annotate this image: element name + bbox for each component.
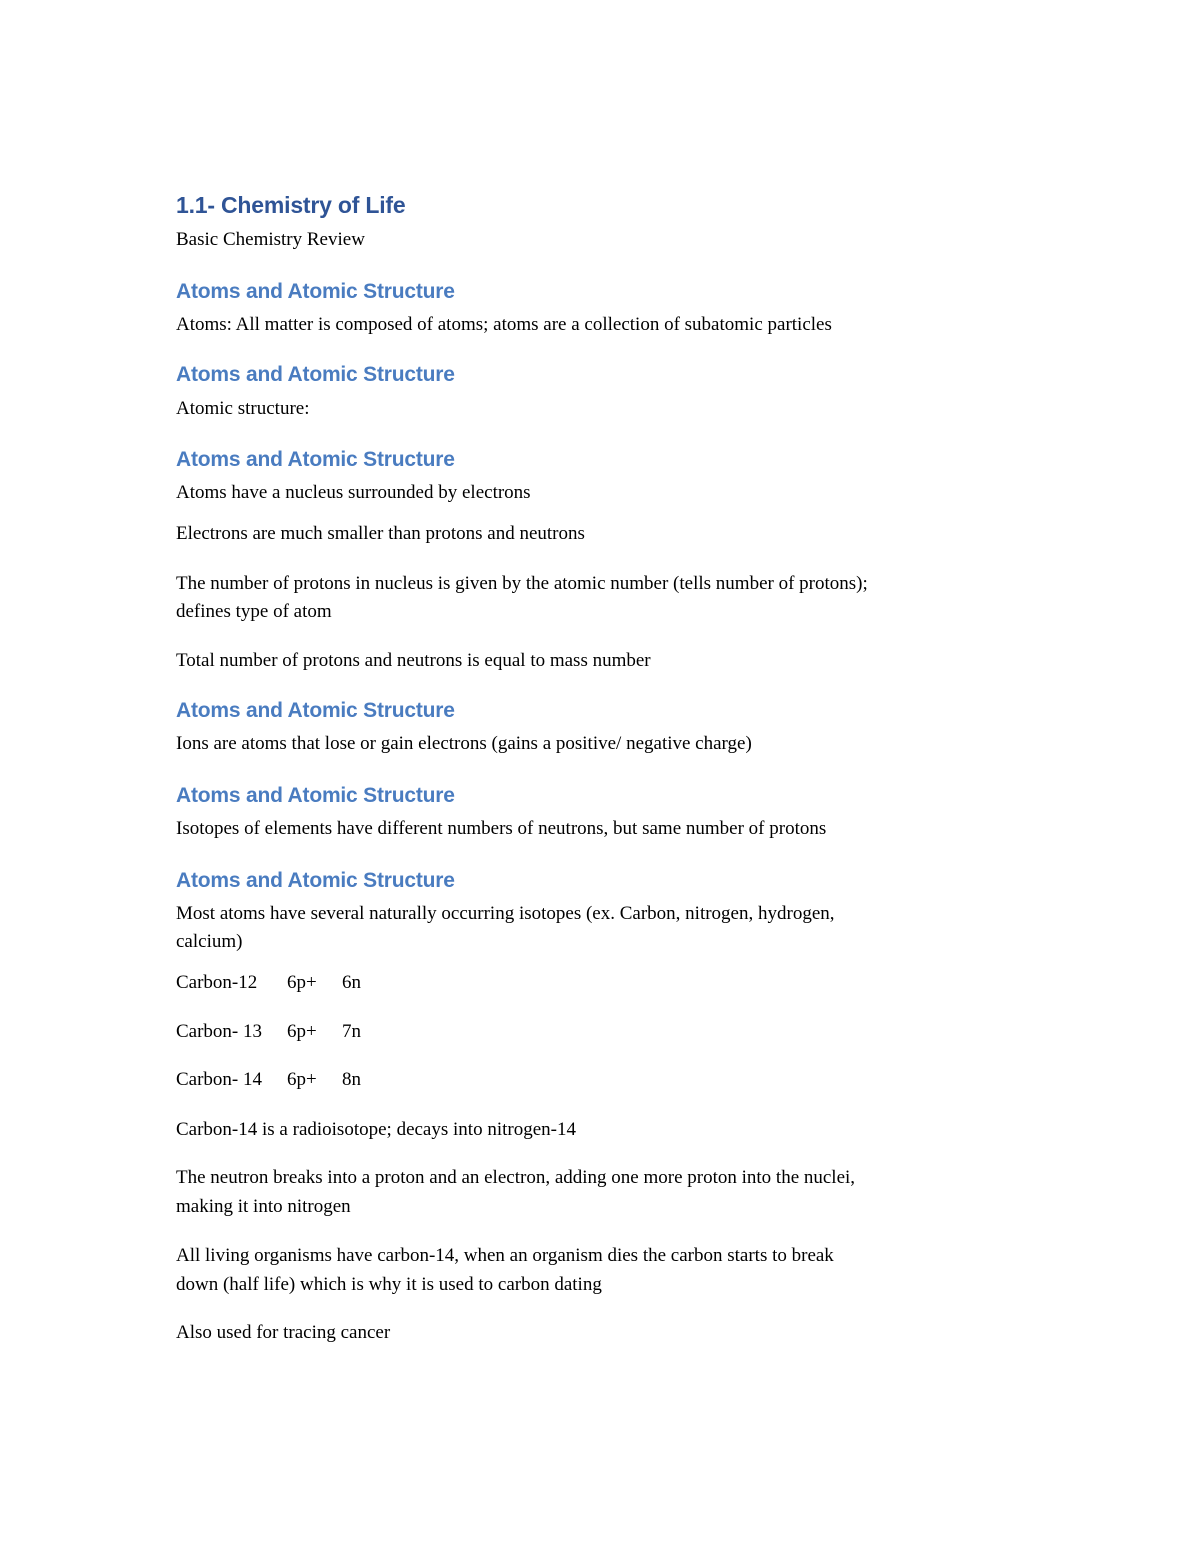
section-heading-1: Atoms and Atomic Structure bbox=[176, 280, 455, 303]
section-4-text: Ions are atoms that lose or gain electrons (gains a positive/ negative charge) bbox=[176, 733, 752, 754]
isotope-neutrons: 6n bbox=[342, 972, 361, 993]
isotope-protons: 6p+ bbox=[287, 972, 317, 993]
section-3-paragraph-2: Electrons are much smaller than protons and neutrons bbox=[176, 523, 585, 544]
section-6-paragraph-3-line-2: making it into nitrogen bbox=[176, 1196, 351, 1217]
section-3-paragraph-3-line-2: defines type of atom bbox=[176, 601, 332, 622]
section-6-paragraph-1-line-2: calcium) bbox=[176, 931, 243, 952]
isotope-label: Carbon- 14 bbox=[176, 1069, 263, 1090]
section-heading-4: Atoms and Atomic Structure bbox=[176, 699, 455, 722]
section-6-paragraph-2: Carbon-14 is a radioisotope; decays into nitrogen-14 bbox=[176, 1119, 576, 1140]
section-1-text: Atoms: All matter is composed of atoms; atoms are a collection of subatomic particles bbox=[176, 314, 832, 335]
isotope-label: Carbon- 13 bbox=[176, 1021, 263, 1042]
subtitle: Basic Chemistry Review bbox=[176, 229, 365, 250]
section-6-paragraph-4-line-2: down (half life) which is why it is used to carbon dating bbox=[176, 1274, 602, 1295]
isotope-label: Carbon-12 bbox=[176, 972, 258, 993]
section-heading-3: Atoms and Atomic Structure bbox=[176, 448, 455, 471]
page-title: 1.1- Chemistry of Life bbox=[176, 192, 406, 218]
section-6-paragraph-5: Also used for tracing cancer bbox=[176, 1322, 391, 1343]
isotope-neutrons: 8n bbox=[342, 1069, 361, 1090]
section-3-paragraph-4: Total number of protons and neutrons is equal to mass number bbox=[176, 650, 651, 671]
section-heading-6: Atoms and Atomic Structure bbox=[176, 869, 455, 892]
section-3-paragraph-1: Atoms have a nucleus surrounded by electrons bbox=[176, 482, 531, 503]
section-6-paragraph-4-line-1: All living organisms have carbon-14, when an organism dies the carbon starts to break bbox=[176, 1245, 834, 1266]
isotope-protons: 6p+ bbox=[287, 1021, 317, 1042]
section-heading-5: Atoms and Atomic Structure bbox=[176, 784, 455, 807]
section-6-paragraph-3-line-1: The neutron breaks into a proton and an electron, adding one more proton into the nuclei, bbox=[176, 1167, 856, 1188]
section-heading-2: Atoms and Atomic Structure bbox=[176, 363, 455, 386]
section-3-paragraph-3-line-1: The number of protons in nucleus is given by the atomic number (tells number of protons); bbox=[176, 573, 868, 594]
section-5-text: Isotopes of elements have different numbers of neutrons, but same number of protons bbox=[176, 818, 827, 839]
section-6-paragraph-1-line-1: Most atoms have several naturally occurring isotopes (ex. Carbon, nitrogen, hydrogen, bbox=[176, 903, 835, 924]
isotope-protons: 6p+ bbox=[287, 1069, 317, 1090]
isotope-neutrons: 7n bbox=[342, 1021, 361, 1042]
section-2-text: Atomic structure: bbox=[176, 398, 310, 419]
